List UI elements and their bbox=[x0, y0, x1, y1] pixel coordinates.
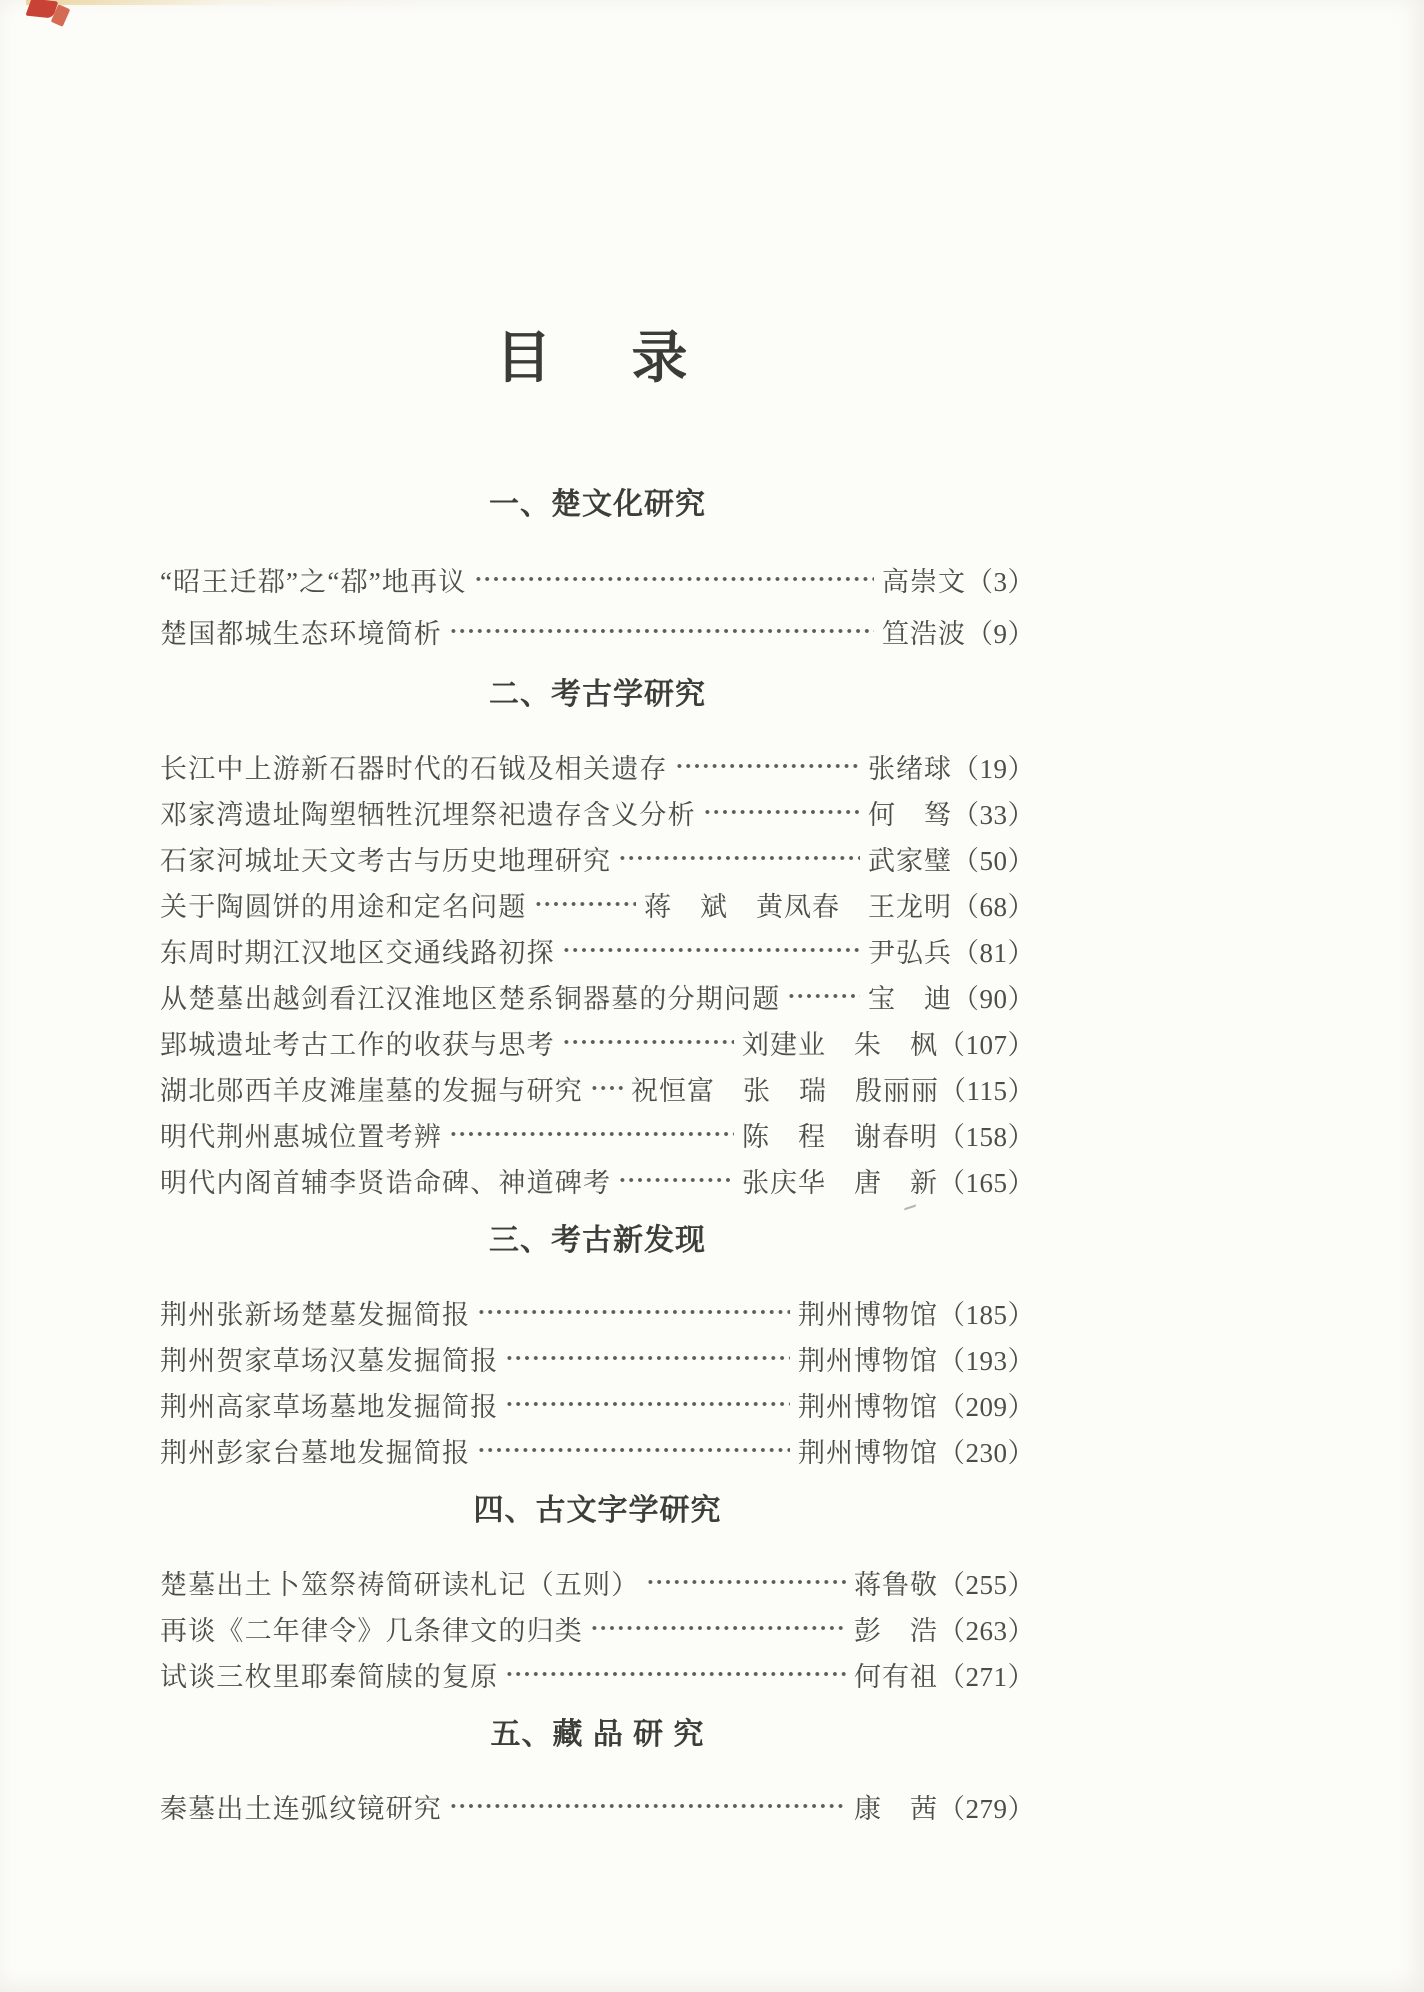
entry-page-number: （90） bbox=[952, 983, 1035, 1014]
section-entries bbox=[160, 1783, 1035, 1829]
page-title: 目 录 bbox=[495, 328, 700, 390]
toc-entry bbox=[160, 605, 1035, 657]
dot-leader bbox=[616, 1157, 734, 1203]
section-heading: 五、藏 品 研 究 bbox=[490, 1718, 705, 1751]
dot-leader bbox=[447, 1111, 734, 1157]
entry-page-number: （19） bbox=[952, 753, 1035, 784]
dot-leader bbox=[447, 1783, 846, 1829]
section-heading: 三、考古新发现 bbox=[489, 1224, 706, 1257]
entry-title: 楚国都城生态环境简析 bbox=[160, 618, 442, 649]
entry-authors: 荆州博物馆 bbox=[798, 1299, 938, 1330]
entry-title: 东周时期江汉地区交通线路初探 bbox=[160, 937, 555, 968]
toc-entry bbox=[160, 1651, 1035, 1697]
entry-page-number: （3） bbox=[966, 566, 1035, 597]
toc-section bbox=[160, 1494, 1035, 1697]
dot-leader bbox=[588, 1065, 623, 1111]
entry-page-number: （263） bbox=[938, 1615, 1035, 1646]
toc-entry bbox=[160, 743, 1035, 789]
toc-entry bbox=[160, 1783, 1035, 1829]
entry-title: 郢城遗址考古工作的收获与思考 bbox=[160, 1029, 555, 1060]
section-heading: 四、古文字学研究 bbox=[473, 1494, 722, 1527]
entry-page-number: （255） bbox=[938, 1569, 1035, 1600]
entry-authors: 何 驽 bbox=[868, 799, 952, 830]
toc-entry bbox=[160, 553, 1035, 605]
entry-title: 关于陶圆饼的用途和定名问题 bbox=[160, 891, 527, 922]
section-heading: 二、考古学研究 bbox=[489, 678, 706, 711]
entry-authors: 祝恒富 张 瑞 殷丽丽 bbox=[631, 1075, 939, 1106]
entry-authors: 宝 迪 bbox=[868, 983, 952, 1014]
section-entries bbox=[160, 743, 1035, 1203]
toc-entry bbox=[160, 1427, 1035, 1473]
entry-title: 再谈《二年律令》几条律文的归类 bbox=[160, 1615, 583, 1646]
entry-title: 荆州彭家台墓地发掘简报 bbox=[160, 1437, 471, 1468]
dot-leader bbox=[532, 881, 636, 927]
entry-authors: 彭 浩 bbox=[854, 1615, 938, 1646]
toc-entry bbox=[160, 1019, 1035, 1065]
entry-page-number: （50） bbox=[952, 845, 1035, 876]
entry-title: 石家河城址天文考古与历史地理研究 bbox=[160, 845, 612, 876]
entry-page-number: （185） bbox=[938, 1299, 1035, 1330]
toc-section bbox=[160, 488, 1035, 657]
dot-leader bbox=[588, 1605, 846, 1651]
toc-entry bbox=[160, 789, 1035, 835]
dot-leader bbox=[472, 553, 874, 605]
entry-page-number: （68） bbox=[952, 891, 1035, 922]
entry-page-number: （9） bbox=[966, 618, 1035, 649]
entry-page-number: （33） bbox=[952, 799, 1035, 830]
toc-entry bbox=[160, 835, 1035, 881]
toc-entry bbox=[160, 973, 1035, 1019]
toc-entry bbox=[160, 927, 1035, 973]
dot-leader bbox=[560, 927, 860, 973]
toc-entry bbox=[160, 1559, 1035, 1605]
toc-entry bbox=[160, 1289, 1035, 1335]
entry-authors: 张绪球 bbox=[868, 753, 952, 784]
toc-entry bbox=[160, 1111, 1035, 1157]
entry-authors: 笪浩波 bbox=[882, 618, 966, 649]
entry-authors: 刘建业 朱 枫 bbox=[742, 1029, 938, 1060]
dot-leader bbox=[447, 605, 874, 657]
scan-edge-strip bbox=[26, 0, 436, 5]
dot-leader bbox=[560, 1019, 734, 1065]
entry-page-number: （193） bbox=[938, 1345, 1035, 1376]
toc-entry bbox=[160, 1335, 1035, 1381]
toc-section bbox=[160, 678, 1035, 1203]
entry-title: 荆州贺家草场汉墓发掘简报 bbox=[160, 1345, 499, 1376]
entry-title: 荆州高家草场墓地发掘简报 bbox=[160, 1391, 499, 1422]
section-heading: 一、楚文化研究 bbox=[489, 488, 706, 521]
toc-entry bbox=[160, 1157, 1035, 1203]
entry-page-number: （271） bbox=[938, 1661, 1035, 1692]
entry-page-number: （165） bbox=[938, 1167, 1035, 1198]
section-entries bbox=[160, 1559, 1035, 1697]
dot-leader bbox=[475, 1289, 790, 1335]
entry-page-number: （107） bbox=[938, 1029, 1035, 1060]
toc-entry bbox=[160, 881, 1035, 927]
entry-title: 长江中上游新石器时代的石钺及相关遗存 bbox=[160, 753, 668, 784]
entry-authors: 陈 程 谢春明 bbox=[742, 1121, 938, 1152]
dot-leader bbox=[616, 835, 860, 881]
dot-leader bbox=[503, 1381, 790, 1427]
entry-title: 明代内阁首辅李贤诰命碑、神道碑考 bbox=[160, 1167, 612, 1198]
entry-authors: 张庆华 唐 新 bbox=[742, 1167, 938, 1198]
entry-page-number: （81） bbox=[952, 937, 1035, 968]
section-entries bbox=[160, 553, 1035, 657]
entry-title: 邓家湾遗址陶塑牺牲沉埋祭祀遗存含义分析 bbox=[160, 799, 696, 830]
toc-list bbox=[160, 488, 1035, 1829]
entry-page-number: （279） bbox=[938, 1793, 1035, 1824]
entry-authors: 荆州博物馆 bbox=[798, 1391, 938, 1422]
dot-leader bbox=[785, 973, 860, 1019]
entry-title: 楚墓出土卜筮祭祷简研读札记（五则） bbox=[160, 1569, 640, 1600]
dot-leader bbox=[503, 1651, 846, 1697]
section-entries bbox=[160, 1289, 1035, 1473]
dot-leader bbox=[701, 789, 860, 835]
entry-authors: 尹弘兵 bbox=[868, 937, 952, 968]
entry-authors: 康 茜 bbox=[854, 1793, 938, 1824]
dot-leader bbox=[644, 1559, 846, 1605]
toc-entry bbox=[160, 1065, 1035, 1111]
entry-title: 明代荆州惠城位置考辨 bbox=[160, 1121, 442, 1152]
entry-authors: 荆州博物馆 bbox=[798, 1345, 938, 1376]
entry-title: 湖北郧西羊皮滩崖墓的发掘与研究 bbox=[160, 1075, 583, 1106]
toc-content bbox=[160, 0, 1035, 1829]
entry-title: 试谈三枚里耶秦简牍的复原 bbox=[160, 1661, 499, 1692]
toc-section bbox=[160, 1224, 1035, 1473]
entry-title: 荆州张新场楚墓发掘简报 bbox=[160, 1299, 471, 1330]
entry-authors: 武家璧 bbox=[868, 845, 952, 876]
toc-entry bbox=[160, 1381, 1035, 1427]
entry-page-number: （209） bbox=[938, 1391, 1035, 1422]
entry-page-number: （115） bbox=[939, 1075, 1035, 1106]
entry-page-number: （230） bbox=[938, 1437, 1035, 1468]
dot-leader bbox=[673, 743, 860, 789]
entry-title: 从楚墓出越剑看江汉淮地区楚系铜器墓的分期问题 bbox=[160, 983, 781, 1014]
entry-authors: 蒋 斌 黄凤春 王龙明 bbox=[644, 891, 952, 922]
entry-authors: 荆州博物馆 bbox=[798, 1437, 938, 1468]
entry-authors: 何有祖 bbox=[854, 1661, 938, 1692]
entry-title: “昭王迁鄀”之“鄀”地再议 bbox=[160, 566, 467, 597]
dot-leader bbox=[475, 1427, 790, 1473]
entry-authors: 高崇文 bbox=[882, 566, 966, 597]
entry-authors: 蒋鲁敬 bbox=[854, 1569, 938, 1600]
entry-title: 秦墓出土连弧纹镜研究 bbox=[160, 1793, 442, 1824]
entry-page-number: （158） bbox=[938, 1121, 1035, 1152]
dot-leader bbox=[503, 1335, 790, 1381]
toc-entry bbox=[160, 1605, 1035, 1651]
toc-section bbox=[160, 1718, 1035, 1829]
